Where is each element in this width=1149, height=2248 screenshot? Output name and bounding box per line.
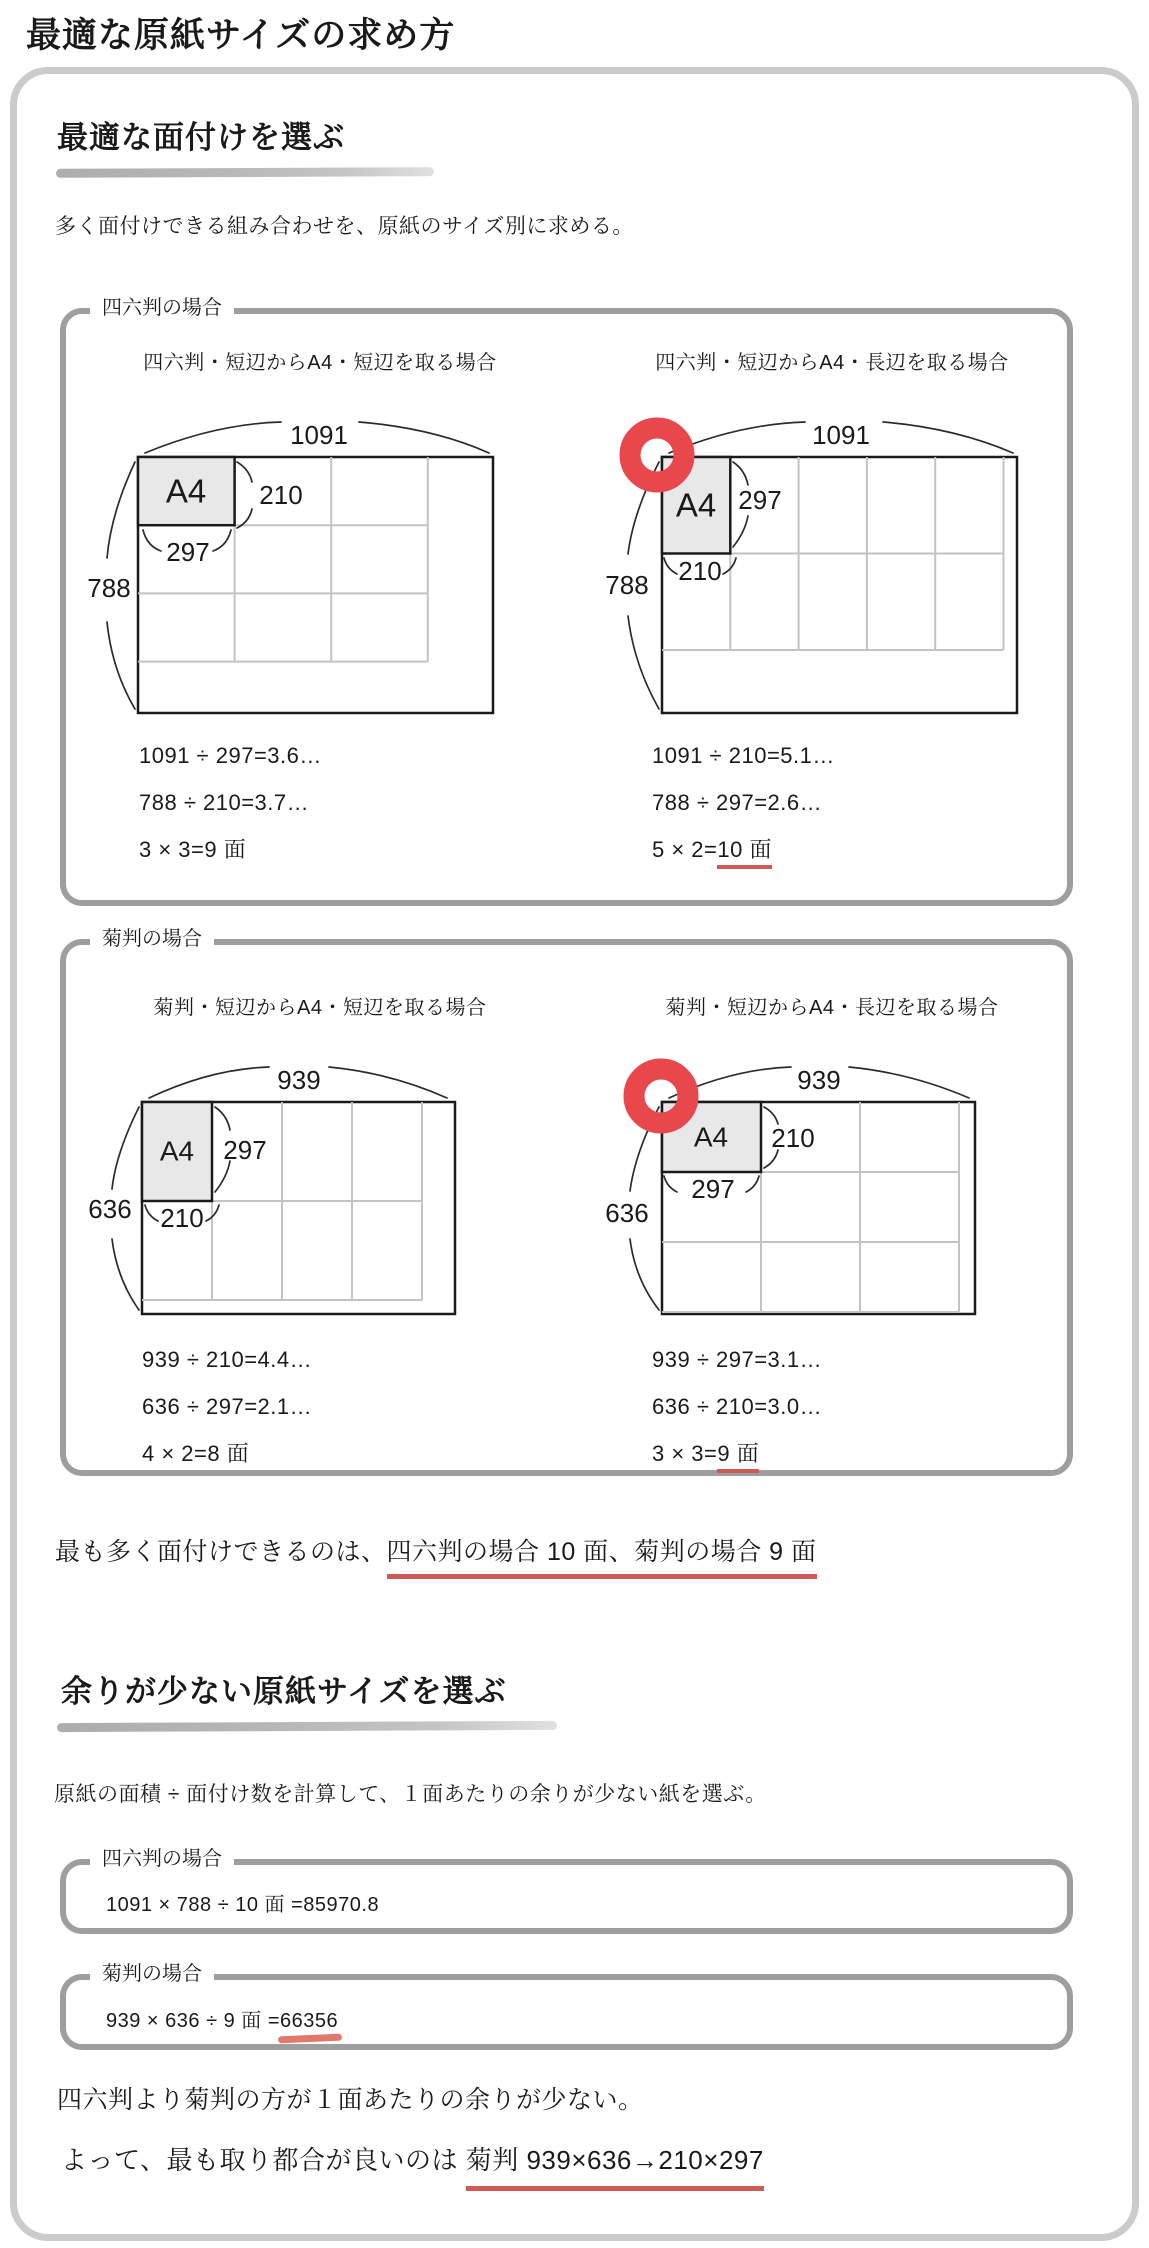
paper-height-label: 636 — [605, 1198, 649, 1228]
diagram-title-kikuban-short: 菊判・短辺からA4・短辺を取る場合 — [153, 997, 487, 1019]
calc-shirokuban-long — [652, 732, 835, 873]
calc-result: 5 × 2=10 面 — [652, 826, 835, 873]
final-answer-underlined: 菊判 939×636→210×297 — [466, 2145, 764, 2191]
paper-width-label: 1091 — [290, 420, 348, 450]
cell-bottom-label: 210 — [160, 1203, 204, 1233]
kikuban-short-edge-diagram — [85, 1053, 555, 1333]
calc-shirokuban-short — [139, 732, 322, 873]
a4-cell-label: A4 — [693, 1121, 729, 1153]
kikuban-area-formula: 939 × 636 ÷ 9 面 =66356 — [106, 2010, 339, 2032]
calc-result: 3 × 3=9 面 — [652, 1430, 822, 1477]
section1-intro: 多く面付けできる組み合わせを、原紙のサイズ別に求める。 — [55, 215, 634, 238]
section1-conclusion: 最も多く面付けできるのは、四六判の場合 10 面、菊判の場合 9 面 — [55, 1532, 817, 1568]
a4-cell-label: A4 — [159, 1135, 195, 1167]
kikuban-formula-label: 菊判の場合 — [90, 1961, 214, 1987]
diagram-title-shirokuban-short: 四六判・短辺からA4・短辺を取る場合 — [143, 352, 497, 374]
cell-bottom-label: 210 — [678, 556, 722, 586]
calc-kikuban-long — [652, 1336, 822, 1477]
diagram-title-kikuban-long: 菊判・短辺からA4・長辺を取る場合 — [665, 997, 999, 1019]
cell-side-label: 210 — [771, 1123, 815, 1153]
cell-side-label: 297 — [223, 1135, 267, 1165]
paper-width-label: 939 — [277, 1065, 321, 1095]
page-title: 最適な原紙サイズの求め方 — [26, 16, 456, 55]
highlight-ring-icon — [630, 428, 684, 482]
section2-intro: 原紙の面積 ÷ 面付け数を計算して、１面あたりの余りが少ない紙を選ぶ。 — [54, 1783, 767, 1806]
kikuban-long-edge-diagram — [597, 1053, 1077, 1333]
best-count-underlined: 9 面 — [717, 1441, 759, 1473]
calc-line-2: 788 ÷ 210=3.7… — [139, 790, 310, 815]
section2-conclusion-1: 四六判より菊判の方が１面あたりの余りが少ない。 — [57, 2086, 644, 2114]
shirokuban-short-edge-diagram — [85, 408, 555, 728]
calc-line-2: 636 ÷ 210=3.0… — [652, 1394, 823, 1419]
shirokuban-area-formula: 1091 × 788 ÷ 10 面 =85970.8 — [106, 1894, 380, 1916]
kikuban-case-label: 菊判の場合 — [90, 926, 214, 952]
calc-line-1: 1091 ÷ 297=3.6… — [139, 743, 322, 768]
paper-height-label: 788 — [87, 573, 131, 603]
calc-line-2: 636 ÷ 297=2.1… — [142, 1394, 313, 1419]
calc-line-1: 939 ÷ 297=3.1… — [652, 1347, 823, 1372]
section2-heading: 余りが少ない原紙サイズを選ぶ — [61, 1674, 507, 1709]
best-count-underlined: 10 面 — [717, 837, 772, 869]
shirokuban-formula-label: 四六判の場合 — [90, 1846, 234, 1872]
calc-line-1: 1091 ÷ 210=5.1… — [652, 743, 835, 768]
highlight-ring-icon — [634, 1069, 688, 1123]
paper-width-label: 1091 — [812, 420, 870, 450]
a4-cell-label: A4 — [165, 472, 207, 510]
a4-cell-label: A4 — [675, 486, 717, 524]
shirokuban-case-label: 四六判の場合 — [90, 295, 234, 321]
calc-line-1: 939 ÷ 210=4.4… — [142, 1347, 313, 1372]
calc-result: 3 × 3=9 面 — [139, 837, 247, 862]
shirokuban-long-edge-diagram — [597, 408, 1077, 728]
section2-conclusion-2: よって、最も取り都合が良いのは 菊判 939×636→210×297 — [61, 2140, 764, 2177]
cell-side-label: 297 — [738, 485, 782, 515]
section1-heading: 最適な面付けを選ぶ — [57, 120, 345, 155]
brush-underline — [56, 167, 434, 178]
cell-side-label: 210 — [259, 480, 303, 510]
cell-bottom-label: 297 — [166, 537, 210, 567]
calc-result: 4 × 2=8 面 — [142, 1441, 250, 1466]
diagram-title-shirokuban-long: 四六判・短辺からA4・長辺を取る場合 — [655, 352, 1009, 374]
paper-height-label: 636 — [88, 1194, 132, 1224]
paper-width-label: 939 — [797, 1065, 841, 1095]
calc-line-2: 788 ÷ 297=2.6… — [652, 790, 823, 815]
cell-bottom-label: 297 — [691, 1174, 735, 1204]
best-area-marked: 66356 — [280, 2010, 339, 2032]
conclusion-underlined: 四六判の場合 10 面、菊判の場合 9 面 — [387, 1538, 817, 1579]
paper-height-label: 788 — [605, 570, 649, 600]
calc-kikuban-short — [142, 1336, 312, 1477]
